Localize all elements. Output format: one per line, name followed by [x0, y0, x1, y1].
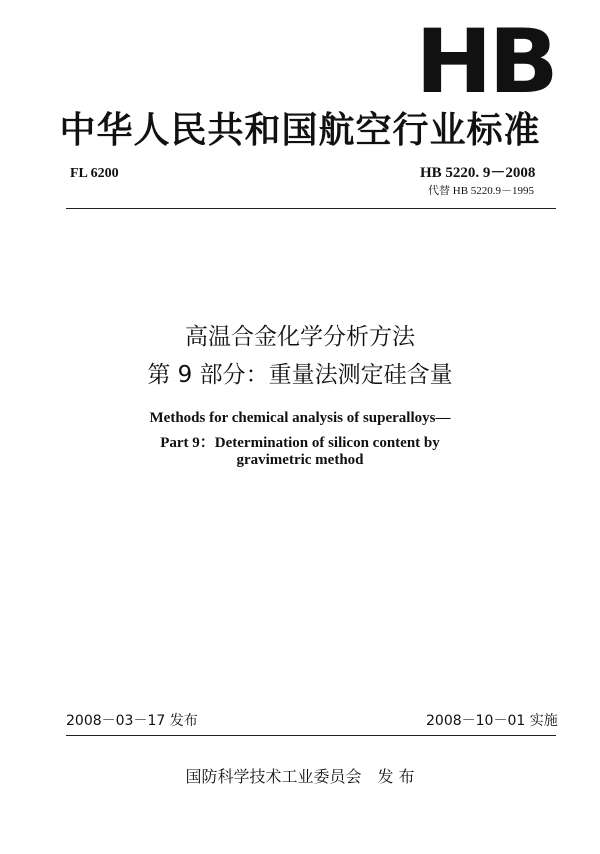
header-divider	[66, 208, 556, 209]
document-title-en-line2: Part 9：Determination of silicon content by	[160, 435, 440, 451]
implement-date: 2008－10－01 实施	[426, 713, 558, 729]
document-title-en-line1: Methods for chemical analysis of superalloys—	[149, 410, 451, 426]
document-title-cn-line2: 第 9 部分：重量法测定硅含量	[147, 362, 453, 388]
replaces-note: 代替 HB 5220.9－1995	[428, 185, 535, 197]
document-title-cn-line1: 高温合金化学分析方法	[185, 324, 415, 350]
issue-date: 2008－03－17 发布	[66, 713, 198, 729]
footer-divider	[66, 735, 556, 736]
standard-number: HB 5220. 9－2008	[420, 165, 536, 181]
document-title-en-line3: gravimetric method	[236, 452, 364, 468]
publisher: 国防科学技术工业委员会 发 布	[185, 767, 415, 786]
hb-logo: HB	[415, 10, 555, 113]
classification-code: FL 6200	[70, 166, 119, 181]
standard-title: 中华人民共和国航空行业标准	[59, 110, 541, 151]
